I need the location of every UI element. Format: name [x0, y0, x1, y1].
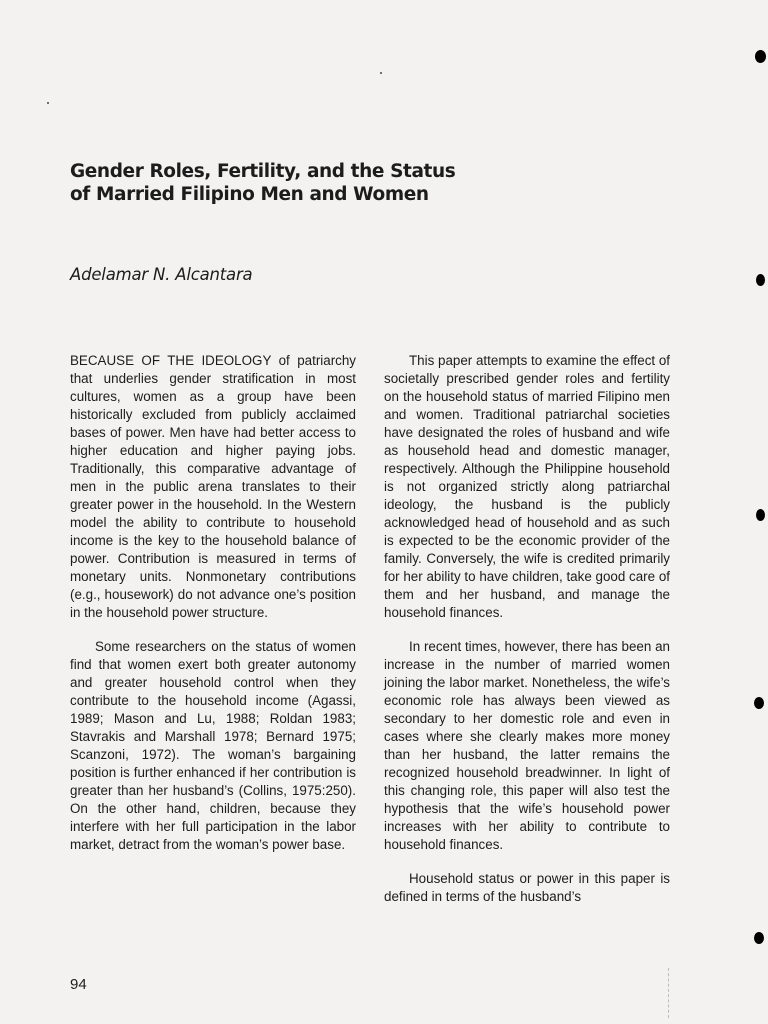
- title-line-2: of Married Filipino Men and Women: [70, 184, 429, 205]
- scan-speck: [380, 72, 382, 74]
- paragraph: Household status or power in this paper is defined in terms of the husband’s: [384, 871, 670, 904]
- author-name: Adelamar N. Alcantara: [70, 265, 253, 284]
- paragraph: BECAUSE OF THE IDEOLOGY of patriarchy that underlies gender stratification in most cultures, women as a group have been historically excluded from publicly acclaimed bases of power. Men have had better access to higher education and higher paying jobs. Traditionally, this comparative advantage of men in the public arena translates to their greater power in the household. In the Western model the ability to contribute to household income is the key to the household balance of power. Contribution is measured in terms of monetary units. Nonmonetary contributions (e.g., housework) do not advance one’s position in the household power structure.: [70, 353, 356, 620]
- left-column: [70, 352, 356, 870]
- scan-speck: [47, 102, 49, 104]
- binder-hole-mark: [756, 274, 765, 286]
- paragraph: This paper attempts to examine the effect of societally prescribed gender roles and fertility on the household status of married Filipino men and women. Traditional patriarchal societies have designated the roles of husband and wife as household head and domestic manager, respectively. Although the Philippine household is not organized strictly along patriarchal ideology, the husband is the publicly acknowledged head of household and as such is expected to be the economic provider of the family. Conversely, the wife is credited primarily for her ability to have children, take good care of them and her husband, and manage the household finances.: [384, 353, 671, 620]
- article-title: [70, 160, 490, 206]
- binder-hole-mark: [754, 697, 764, 709]
- scan-edge-line: [668, 968, 670, 1018]
- binder-hole-mark: [754, 932, 764, 944]
- paragraph: In recent times, however, there has been an increase in the number of married women joining the labor market. Nonetheless, the wife’s economic role has always been viewed as secondary to her domestic role and even in cases where she clearly makes more money than her husband, the latter remains the recognized household breadwinner. In light of this changing role, this paper will also test the hypothesis that the wife’s household power increases with her ability to contribute to household finances.: [384, 639, 670, 852]
- paragraph: Some researchers on the status of women find that women exert both greater autonomy and greater household control when they contribute to the household income (Agassi, 1989; Mason and Lu, 1988; Roldan 1983; Stavrakis and Marshall 1978; Bernard 1975; Scanzoni, 1972). The woman’s bargaining position is further enhanced if her contribution is greater than her husband’s (Collins, 1975:250). On the other hand, children, because they interfere with her full participation in the labor market, detract from the woman’s power base.: [70, 639, 356, 852]
- binder-hole-mark: [755, 50, 766, 63]
- right-column: [384, 352, 670, 922]
- page-number: 94: [70, 976, 87, 993]
- title-line-1: Gender Roles, Fertility, and the Status: [70, 161, 456, 182]
- binder-hole-mark: [756, 509, 765, 521]
